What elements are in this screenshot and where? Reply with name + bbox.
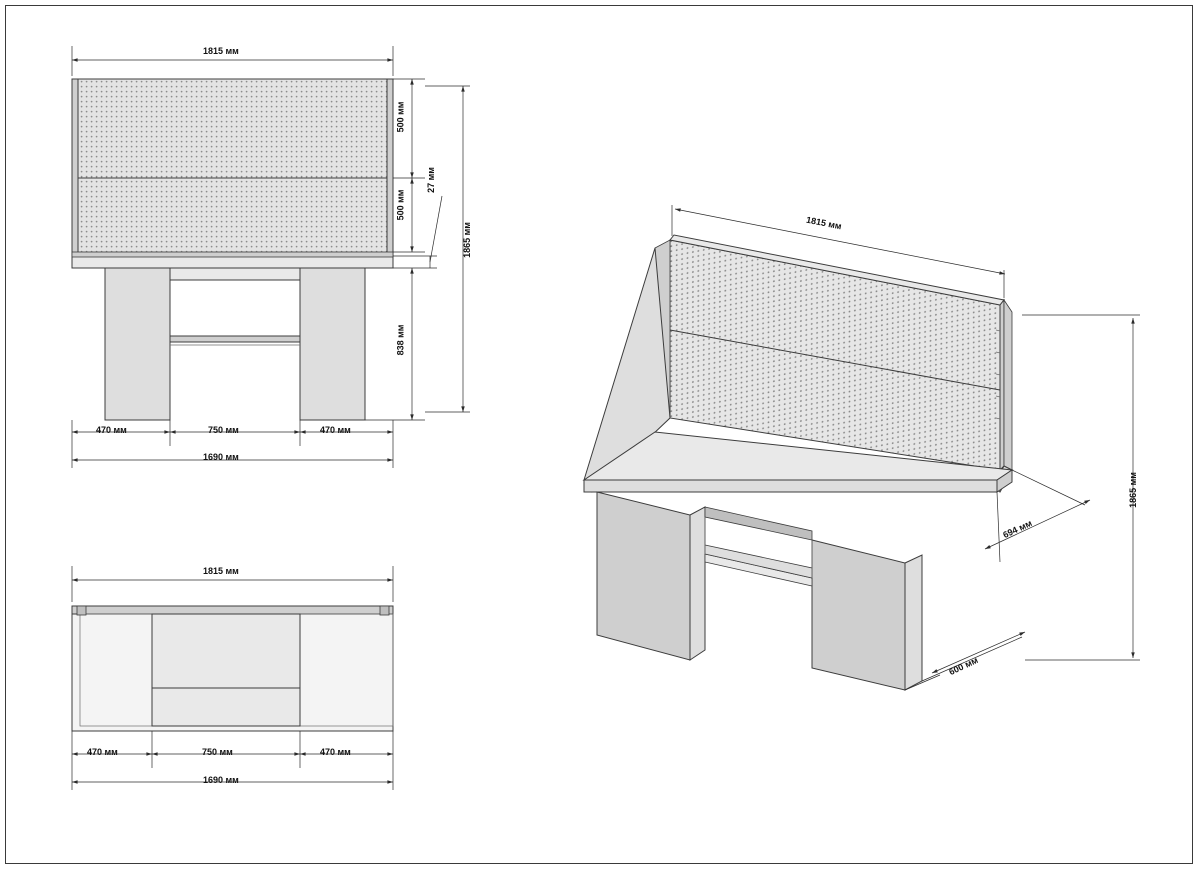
dim-front-panel-lower: 500 мм <box>395 189 406 221</box>
dim-plan-base-width: 1690 мм <box>203 775 239 785</box>
dim-iso-depth-top: 694 мм <box>1001 517 1034 541</box>
dim-plan-overall-width: 1815 мм <box>203 566 239 576</box>
dim-front-overall-width: 1815 мм <box>203 46 239 56</box>
dim-front-base-width: 1690 мм <box>203 452 239 462</box>
dim-plan-center-opening: 750 мм <box>202 747 233 757</box>
dim-plan-right-pedestal: 470 мм <box>320 747 351 757</box>
dim-iso-overall-height: 1865 мм <box>1127 472 1138 508</box>
dim-front-right-pedestal: 470 мм <box>320 425 351 435</box>
dim-front-panel-upper: 500 мм <box>395 101 406 133</box>
dim-front-top-thickness: 27 мм <box>425 167 436 193</box>
dim-front-left-pedestal: 470 мм <box>96 425 127 435</box>
dim-iso-overall-width: 1815 мм <box>805 214 843 232</box>
front-elevation-geometry <box>72 79 393 420</box>
isometric-view-geometry <box>584 235 1012 690</box>
plan-view-geometry <box>72 606 393 731</box>
dim-plan-left-pedestal: 470 мм <box>87 747 118 757</box>
dim-iso-depth-base: 600 мм <box>947 654 980 678</box>
dim-front-leg-height: 838 мм <box>395 324 406 356</box>
dim-front-overall-height: 1865 мм <box>461 222 472 258</box>
dim-front-center-opening: 750 мм <box>208 425 239 435</box>
